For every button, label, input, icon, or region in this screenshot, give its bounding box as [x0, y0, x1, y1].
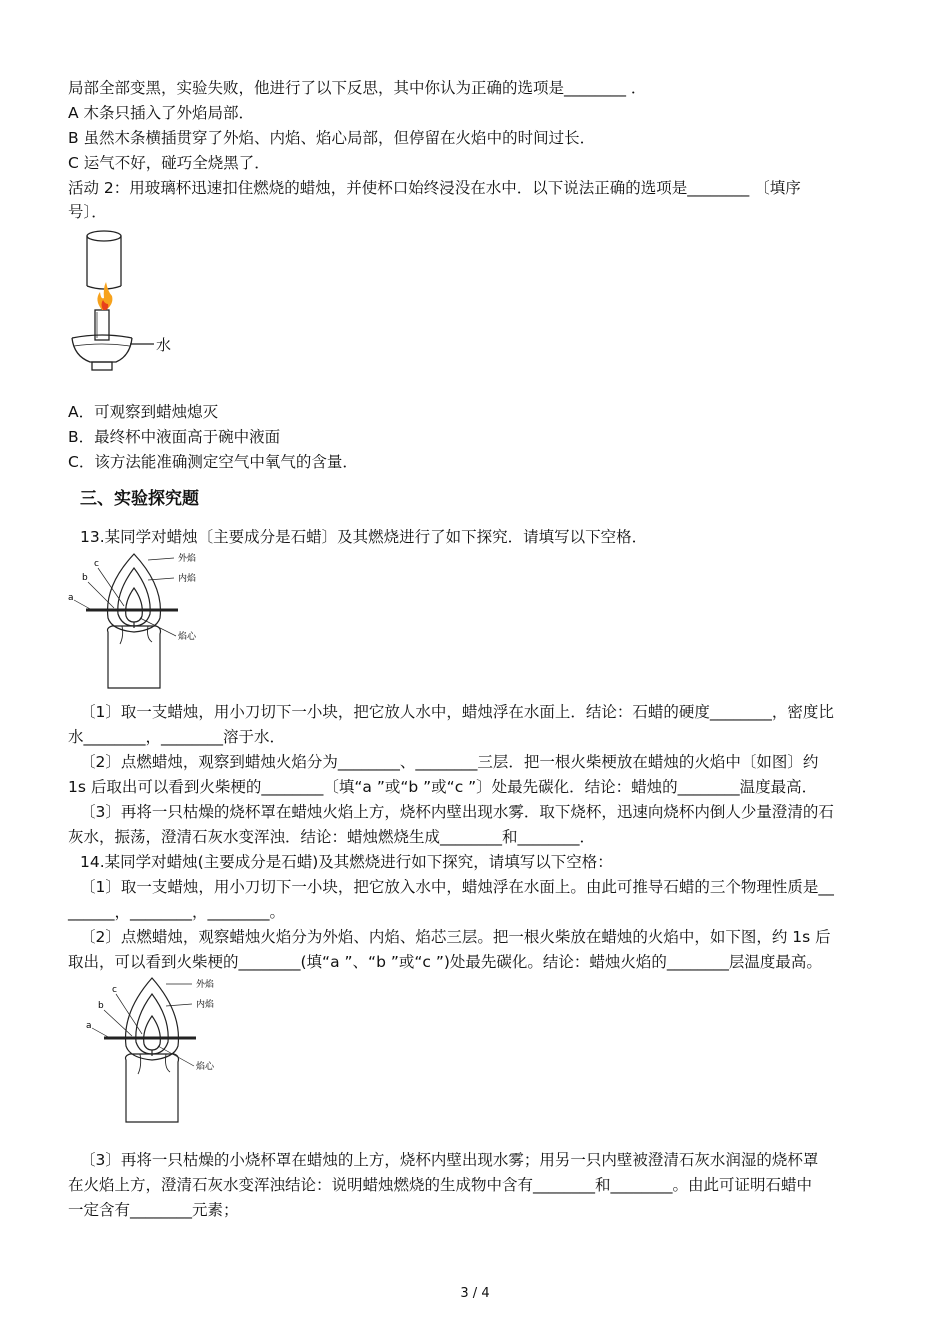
section-heading: 三、实验探究题: [80, 489, 199, 509]
q14-part3-line3: 一定含有________元素；: [68, 1201, 239, 1219]
q13-part1-line2: 水________，________溶于水．: [68, 728, 286, 746]
q14-part1-line2: ______，________，________。: [68, 903, 286, 921]
q14-part3-line2: 在火焰上方，澄清石灰水变浑浊结论：说明蜡烛燃烧的生成物中含有________和________。由此可证明石蜡中: [68, 1176, 813, 1194]
choice-a: A．可观察到蜡烛熄灭: [68, 403, 219, 421]
q13-part2-line1: 〔2〕点燃蜡烛，观察到蜡烛火焰分为________、________三层．把一根火柴梗放在蜡烛的火焰中〔如图〕约: [80, 753, 819, 771]
text-line: 局部全部变黑，实验失败，他进行了以下反思，其中你认为正确的选项是________ ．: [68, 79, 647, 97]
page-number: 3 / 4: [460, 1286, 490, 1301]
label-inner-flame: 内焰: [178, 574, 197, 584]
candle-in-glass-figure: [66, 226, 196, 376]
label-outer-flame: 外焰: [196, 980, 215, 990]
label-inner-flame: 内焰: [196, 1000, 215, 1010]
q13-part1-line1: 〔1〕取一支蜡烛，用小刀切下一小块，把它放人水中，蜡烛浮在水面上．结论：石蜡的硬度________，密度比: [80, 703, 834, 721]
activity-2: 活动 2：用玻璃杯迅速扣住燃烧的蜡烛，并使杯口始终浸没在水中．以下说法正确的选项是________ 〔填序: [68, 179, 801, 197]
q13-part3-line1: 〔3〕再将一只枯燥的烧杯罩在蜡烛火焰上方，烧杯内壁出现水雾．取下烧杯，迅速向烧杯内倒人少量澄清的石: [80, 803, 834, 821]
activity-2-cont: 号〕．: [68, 203, 107, 221]
candle-flame-figure-1: [66, 552, 216, 692]
q14-part2-line1: 〔2〕点燃蜡烛，观察蜡烛火焰分为外焰、内焰、焰芯三层。把一根火柴放在蜡烛的火焰中，如下图，约 1s 后: [80, 928, 831, 946]
label-b: b: [82, 573, 88, 583]
q13-part3-line2: 灰水，振荡，澄清石灰水变浑浊．结论：蜡烛燃烧生成________和________．: [68, 828, 596, 846]
label-flame-core: 焰心: [178, 632, 197, 642]
choice-c: C．该方法能准确测定空气中氧气的含量．: [68, 453, 358, 471]
water-label: 水: [156, 336, 172, 354]
candle-flame-figure-2: [84, 976, 234, 1126]
label-a: a: [68, 593, 74, 603]
option-a: A 木条只插入了外焰局部．: [68, 104, 255, 122]
label-b: b: [98, 1001, 104, 1011]
label-outer-flame: 外焰: [178, 554, 197, 564]
question-13: 13.某同学对蜡烛〔主要成分是石蜡〕及其燃烧进行了如下探究．请填写以下空格．: [80, 528, 648, 546]
option-b: B 虽然木条横插贯穿了外焰、内焰、焰心局部，但停留在火焰中的时间过长．: [68, 129, 596, 147]
option-c: C 运气不好，碰巧全烧黑了．: [68, 154, 270, 172]
q13-part2-line2: 1s 后取出可以看到火柴梗的________〔填“a ”或“b ”或“c ”〕处最先碳化．结论：蜡烛的________温度最高．: [68, 778, 818, 796]
q14-part1-line1: 〔1〕取一支蜡烛，用小刀切下一小块，把它放入水中，蜡烛浮在水面上。由此可推导石蜡的三个物理性质是__: [80, 878, 834, 896]
label-a: a: [86, 1021, 92, 1031]
q14-part3-line1: 〔3〕再将一只枯燥的小烧杯罩在蜡烛的上方，烧杯内壁出现水雾；用另一只内壁被澄清石灰水润湿的烧杯罩: [80, 1151, 819, 1169]
label-flame-core: 焰心: [196, 1062, 215, 1072]
q14-part2-line2: 取出，可以看到火柴梗的________(填“a ”、“b ”或“c ”)处最先碳化。结论：蜡烛火焰的________层温度最高。: [68, 953, 822, 971]
label-c: c: [94, 559, 99, 569]
choice-b: B．最终杯中液面高于碗中液面: [68, 428, 281, 446]
question-14: 14.某同学对蜡烛(主要成分是石蜡)及其燃烧进行如下探究，请填写以下空格：: [80, 853, 613, 871]
label-c: c: [112, 985, 117, 995]
